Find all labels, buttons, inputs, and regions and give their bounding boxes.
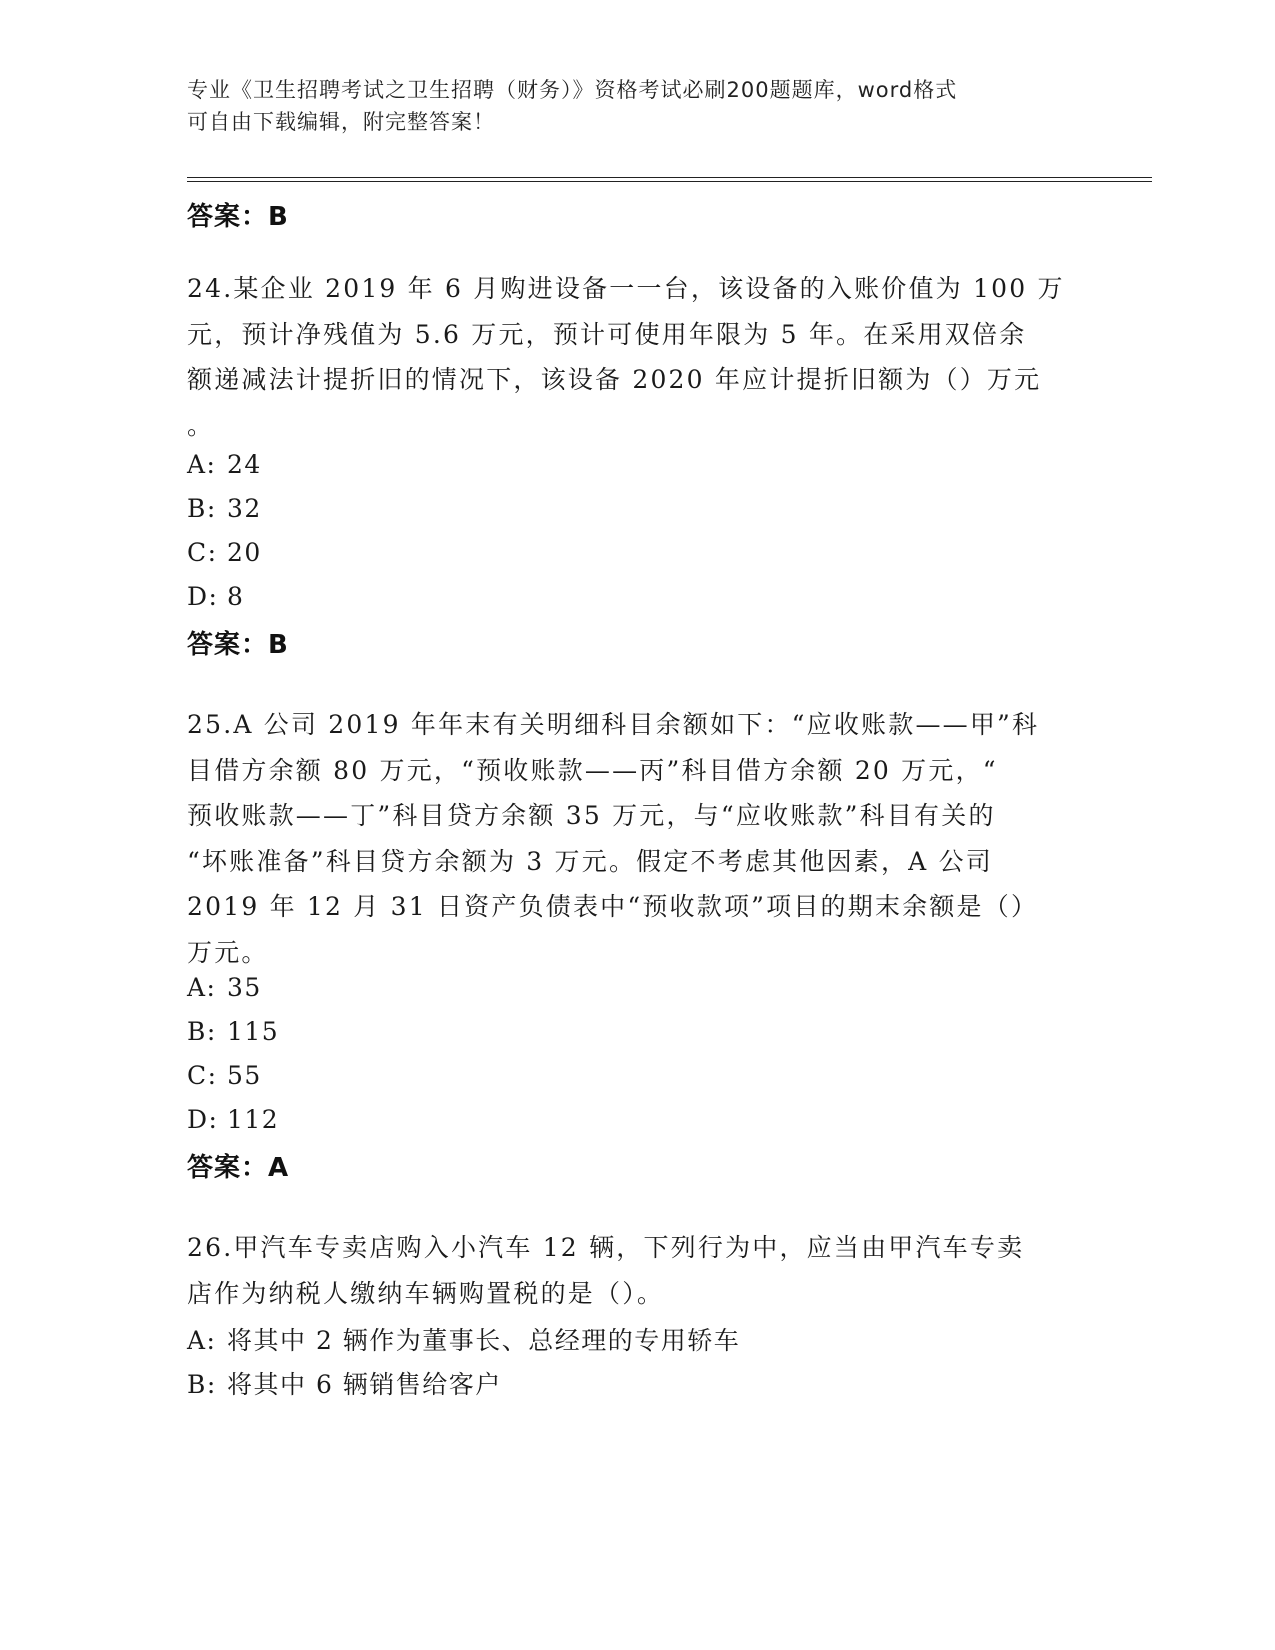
document-header bbox=[187, 74, 1067, 138]
question-25-option-b bbox=[187, 1017, 279, 1046]
question-24-answer: 答案：B bbox=[187, 630, 289, 660]
question-line: 24.某企业 2019 年 6 月购进设备一一台，该设备的入账价值为 100 万 bbox=[187, 274, 1065, 303]
option-text: 将其中 2 辆作为董事长、总经理的专用轿车 bbox=[227, 1326, 741, 1355]
question-line: 元，预计净残值为 5.6 万元，预计可使用年限为 5 年。在采用双倍余 bbox=[187, 319, 1027, 349]
question-line: 25.A 公司 2019 年年末有关明细科目余额如下：“应收账款——甲”科 bbox=[187, 710, 1040, 739]
option-text: 35 bbox=[227, 973, 262, 1002]
option-label: B: bbox=[187, 494, 217, 523]
question-24-option-a bbox=[187, 450, 262, 479]
option-text: 55 bbox=[227, 1061, 262, 1090]
answer-label: 答案：B bbox=[187, 202, 289, 232]
question-line: 预收账款——丁”科目贷方余额 35 万元，与“应收账款”科目有关的 bbox=[187, 801, 996, 830]
question-25-option-a bbox=[187, 973, 262, 1002]
question-line: 万元。 bbox=[187, 937, 269, 967]
question-25-text bbox=[187, 702, 1087, 975]
question-24-option-c bbox=[187, 538, 262, 567]
header-divider-top bbox=[187, 177, 1152, 178]
question-26-text bbox=[187, 1225, 1087, 1316]
option-text: 24 bbox=[227, 450, 262, 479]
question-24-text bbox=[187, 266, 1087, 448]
option-label: A: bbox=[187, 1326, 217, 1355]
option-text: 32 bbox=[227, 494, 262, 523]
question-25-option-d bbox=[187, 1105, 279, 1134]
option-label: D: bbox=[187, 1105, 219, 1134]
question-line: 2019 年 12 月 31 日资产负债表中“预收款项”项目的期末余额是（） bbox=[187, 892, 1039, 921]
option-text: 将其中 6 辆销售给客户 bbox=[227, 1370, 502, 1399]
question-line: 。 bbox=[187, 410, 215, 440]
option-text: 20 bbox=[227, 538, 262, 567]
option-text: 112 bbox=[227, 1105, 280, 1134]
question-line: 额递减法计提折旧的情况下，该设备 2020 年应计提折旧额为（）万元 bbox=[187, 365, 1042, 394]
option-label: A: bbox=[187, 450, 217, 479]
question-25-answer: 答案：A bbox=[187, 1153, 290, 1183]
option-label: B: bbox=[187, 1017, 217, 1046]
question-line: 店作为纳税人缴纳车辆购置税的是（）。 bbox=[187, 1278, 665, 1308]
option-label: B: bbox=[187, 1370, 217, 1399]
question-26-option-a bbox=[187, 1321, 740, 1357]
option-label: C: bbox=[187, 1061, 218, 1090]
question-line: 26.甲汽车专卖店购入小汽车 12 辆，下列行为中，应当由甲汽车专卖 bbox=[187, 1233, 1025, 1262]
header-line-2: 可自由下载编辑，附完整答案！ bbox=[187, 110, 495, 134]
question-line: 目借方余额 80 万元，“预收账款——丙”科目借方余额 20 万元，“ bbox=[187, 755, 998, 785]
option-text: 115 bbox=[227, 1017, 280, 1046]
option-label: C: bbox=[187, 538, 218, 567]
header-divider-bottom bbox=[187, 181, 1152, 182]
option-label: D: bbox=[187, 582, 219, 611]
header-line-1: 专业《卫生招聘考试之卫生招聘（财务）》资格考试必刷200题题库，word格式 bbox=[187, 78, 958, 102]
question-24-option-d bbox=[187, 582, 244, 611]
question-25-option-c bbox=[187, 1061, 262, 1090]
question-line: “坏账准备”科目贷方余额为 3 万元。假定不考虑其他因素，A 公司 bbox=[187, 846, 993, 876]
question-24-option-b bbox=[187, 494, 262, 523]
option-label: A: bbox=[187, 973, 217, 1002]
question-26-option-b bbox=[187, 1365, 502, 1401]
option-text: 8 bbox=[227, 582, 245, 611]
